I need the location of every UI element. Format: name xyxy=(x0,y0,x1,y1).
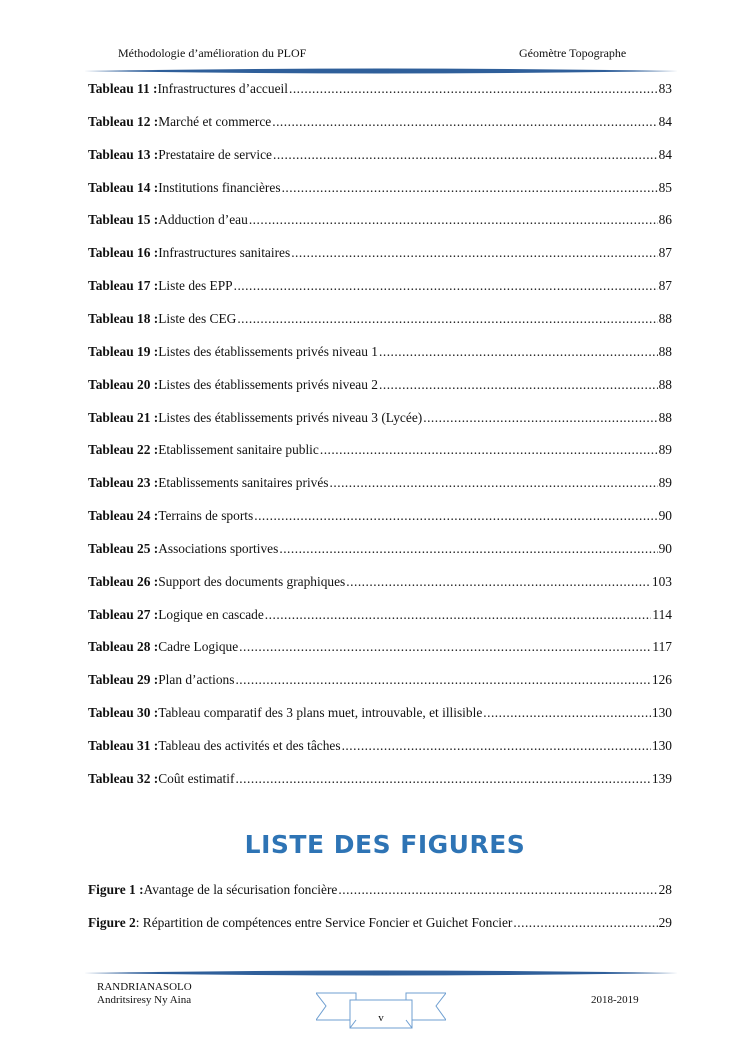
entry-title: Listes des établissements privés niveau 1 xyxy=(158,343,378,359)
entry-page-number: 84 xyxy=(658,146,672,162)
dot-leader xyxy=(342,738,651,754)
entry-label: Tableau 27 : xyxy=(88,606,159,622)
table-entry xyxy=(88,607,672,623)
table-entry xyxy=(88,114,672,130)
dot-leader xyxy=(483,705,651,721)
entry-page-number: 126 xyxy=(651,672,672,688)
table-entry xyxy=(88,81,672,97)
table-entry xyxy=(88,245,672,261)
entry-label: Tableau 20 : xyxy=(88,376,159,392)
entry-page-number: 130 xyxy=(651,738,672,753)
figure-entry xyxy=(88,882,672,898)
table-entry xyxy=(88,278,672,294)
entry-title: Tableau des activités et des tâches xyxy=(158,738,341,753)
table-entry xyxy=(88,147,672,163)
entry-page-number: 117 xyxy=(652,639,672,655)
entry-label: Tableau 26 : xyxy=(88,573,159,589)
entry-label: Tableau 21 : xyxy=(88,409,159,425)
dot-leader xyxy=(279,541,657,557)
entry-title: Listes des établissements privés niveau 2 xyxy=(158,376,378,392)
entry-title: Etablissement sanitaire public xyxy=(158,442,319,458)
header-right-title: Géomètre Topographe xyxy=(519,46,627,60)
entry-label: Tableau 30 : xyxy=(88,705,159,721)
entry-label: Tableau 31 : xyxy=(88,738,159,753)
entry-label: Tableau 19 : xyxy=(88,343,159,359)
table-entry xyxy=(88,771,672,787)
table-entry xyxy=(88,180,672,196)
entry-label: Tableau 16 : xyxy=(88,245,159,261)
entry-label: Tableau 11 : xyxy=(88,81,158,96)
entry-title: Infrastructures d’accueil xyxy=(157,81,288,96)
dot-leader xyxy=(254,508,657,524)
header-left-title: Méthodologie d’amélioration du PLOF xyxy=(118,46,307,60)
entry-title: Liste des CEG xyxy=(158,310,237,326)
entry-title: Prestataire de service xyxy=(158,146,272,162)
footer-author xyxy=(97,981,192,1007)
entry-page-number: 88 xyxy=(658,409,672,425)
entry-title: Liste des EPP xyxy=(158,278,233,294)
entry-label: Figure 2 xyxy=(88,914,136,930)
entry-page-number: 29 xyxy=(658,914,672,930)
entry-label: Tableau 23 : xyxy=(88,475,159,491)
entry-label: Tableau 25 : xyxy=(88,540,159,556)
table-entry xyxy=(88,574,672,590)
entry-title: Etablissements sanitaires privés xyxy=(158,475,329,491)
page-number-ribbon xyxy=(316,990,446,1030)
entry-label: Tableau 12 : xyxy=(88,113,159,129)
entry-page-number: 90 xyxy=(658,540,672,556)
dot-leader xyxy=(423,410,657,426)
footer-author-line2: Andritsiresy Ny Aina xyxy=(97,994,192,1006)
footer-divider xyxy=(84,969,678,977)
entry-title: Associations sportives xyxy=(158,540,279,556)
entry-page-number: 86 xyxy=(658,212,672,228)
table-entry xyxy=(88,475,672,491)
table-entry xyxy=(88,639,672,655)
header-divider xyxy=(84,67,678,75)
table-entry xyxy=(88,672,672,688)
table-entry xyxy=(88,705,672,721)
dot-leader xyxy=(239,639,651,655)
entry-title: Marché et commerce xyxy=(158,113,272,129)
entry-title: Support des documents graphiques xyxy=(158,573,346,589)
entry-label: Tableau 29 : xyxy=(88,672,159,688)
figures-heading: LISTE DES FIGURES xyxy=(244,830,526,859)
page-number: v xyxy=(378,1012,384,1024)
entry-page-number: 87 xyxy=(658,245,672,261)
dot-leader xyxy=(291,245,657,261)
entry-label: Tableau 18 : xyxy=(88,310,159,326)
entry-label: Tableau 14 : xyxy=(88,179,159,195)
table-entry xyxy=(88,212,672,228)
entry-page-number: 83 xyxy=(658,81,672,96)
dot-leader xyxy=(379,377,658,393)
entry-title: Plan d’actions xyxy=(158,672,235,688)
entry-label: Tableau 28 : xyxy=(88,639,159,655)
entry-page-number: 114 xyxy=(652,606,672,622)
dot-leader xyxy=(289,81,658,97)
dot-leader xyxy=(273,147,658,163)
table-entry xyxy=(88,541,672,557)
footer-author-line1: RANDRIANASOLO xyxy=(97,981,192,993)
entry-label: Tableau 13 : xyxy=(88,146,159,162)
entry-label: Tableau 32 : xyxy=(88,770,159,786)
dot-leader xyxy=(265,607,652,623)
table-entry xyxy=(88,410,672,426)
entry-page-number: 89 xyxy=(658,475,672,491)
entry-page-number: 87 xyxy=(658,278,672,294)
entry-page-number: 84 xyxy=(658,113,672,129)
entry-page-number: 89 xyxy=(658,442,672,458)
dot-leader xyxy=(338,882,657,898)
entry-title: Terrains de sports xyxy=(158,508,254,524)
dot-leader xyxy=(330,475,658,491)
dot-leader xyxy=(282,180,658,196)
entry-title: Adduction d’eau xyxy=(158,212,248,228)
dot-leader xyxy=(235,672,650,688)
table-entry xyxy=(88,344,672,360)
entry-title: Listes des établissements privés niveau 3 (Lycée) xyxy=(158,409,423,425)
entry-page-number: 88 xyxy=(658,376,672,392)
entry-label: Tableau 22 : xyxy=(88,442,159,458)
entry-title: Infrastructures sanitaires xyxy=(158,245,291,261)
table-entry xyxy=(88,508,672,524)
dot-leader xyxy=(513,915,657,931)
entry-title: Institutions financières xyxy=(158,179,281,195)
footer-year: 2018-2019 xyxy=(591,994,639,1006)
entry-page-number: 90 xyxy=(658,508,672,524)
entry-title: Coût estimatif xyxy=(158,770,235,786)
entry-label: Tableau 15 : xyxy=(88,212,159,228)
dot-leader xyxy=(234,278,658,294)
entry-title: Tableau comparatif des 3 plans muet, introuvable, et illisible xyxy=(158,705,483,721)
figure-entry xyxy=(88,915,672,931)
dot-leader xyxy=(346,574,651,590)
table-entry xyxy=(88,738,672,754)
entry-label: Figure 1 : xyxy=(88,882,144,897)
dot-leader xyxy=(237,311,657,327)
entry-title: Logique en cascade xyxy=(158,606,264,622)
entry-title: Avantage de la sécurisation foncière xyxy=(143,882,338,897)
table-entry xyxy=(88,377,672,393)
entry-page-number: 28 xyxy=(658,882,672,897)
entry-label: Tableau 17 : xyxy=(88,278,159,294)
entry-page-number: 103 xyxy=(651,573,672,589)
entry-page-number: 139 xyxy=(651,770,672,786)
entry-title: : Répartition de compétences entre Service Foncier et Guichet Foncier xyxy=(135,914,513,930)
entry-title: Cadre Logique xyxy=(158,639,239,655)
dot-leader xyxy=(249,212,658,228)
dot-leader xyxy=(235,771,650,787)
dot-leader xyxy=(272,114,657,130)
dot-leader xyxy=(379,344,658,360)
entry-page-number: 88 xyxy=(658,310,672,326)
entry-label: Tableau 24 : xyxy=(88,508,159,524)
table-entry xyxy=(88,442,672,458)
entry-page-number: 88 xyxy=(658,343,672,359)
entry-page-number: 85 xyxy=(658,179,672,195)
entry-page-number: 130 xyxy=(651,705,672,721)
table-entry xyxy=(88,311,672,327)
dot-leader xyxy=(320,442,658,458)
